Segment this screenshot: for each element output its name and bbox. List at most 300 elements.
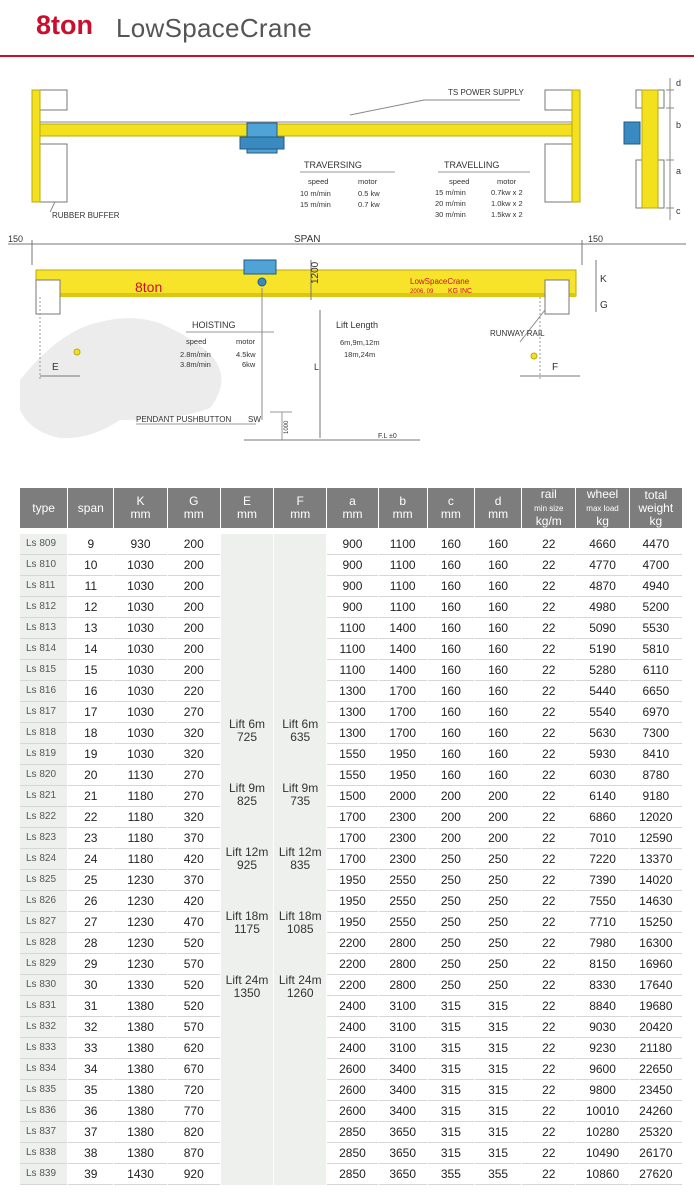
th-f: F mm (274, 488, 326, 534)
cell-g: 470 (168, 912, 220, 933)
cell-span: 37 (68, 1122, 113, 1143)
cell-wheel: 5190 (576, 639, 628, 660)
cell-span: 21 (68, 786, 113, 807)
cell-type: Ls 834 (20, 1059, 67, 1080)
cell-rail: 22 (522, 597, 575, 618)
cell-span: 13 (68, 618, 113, 639)
cell-d: 160 (475, 702, 521, 723)
cell-d: 250 (475, 912, 521, 933)
cell-d: 315 (475, 1122, 521, 1143)
cell-c: 250 (428, 870, 474, 891)
cell-type: Ls 832 (20, 1017, 67, 1038)
cell-rail: 22 (522, 723, 575, 744)
right-overhang-label: 150 (588, 234, 604, 244)
table-row (20, 1017, 682, 1038)
cell-k: 1030 (114, 555, 166, 576)
cell-g: 370 (168, 828, 220, 849)
cell-c: 160 (428, 702, 474, 723)
cell-total: 6110 (630, 660, 682, 681)
cell-c: 250 (428, 849, 474, 870)
cell-rail: 22 (522, 975, 575, 996)
cell-c: 200 (428, 786, 474, 807)
cell-c: 315 (428, 1122, 474, 1143)
cell-b: 3650 (379, 1164, 427, 1185)
f-lift-label: Lift 6m (282, 717, 319, 731)
cell-total: 14020 (630, 870, 682, 891)
th-b: b mm (379, 488, 427, 534)
cell-a: 2850 (327, 1143, 377, 1164)
cell-a: 1100 (327, 618, 377, 639)
cell-d: 250 (475, 933, 521, 954)
cell-b: 1950 (379, 744, 427, 765)
cell-b: 1700 (379, 702, 427, 723)
cell-total: 7300 (630, 723, 682, 744)
f-label: F (552, 362, 559, 373)
cell-k: 1430 (114, 1164, 166, 1185)
cell-wheel: 5440 (576, 681, 628, 702)
cell-k: 1230 (114, 912, 166, 933)
table-row (20, 744, 682, 765)
f-lift-value: 1260 (286, 986, 314, 1000)
cell-g: 320 (168, 744, 220, 765)
cell-b: 3650 (379, 1122, 427, 1143)
cell-c: 160 (428, 534, 474, 555)
cell-span: 36 (68, 1101, 113, 1122)
hoisting-motor-1: 4.5kw (236, 350, 256, 359)
cell-b: 1950 (379, 765, 427, 786)
cell-g: 670 (168, 1059, 220, 1080)
cell-k: 1030 (114, 576, 166, 597)
cell-g: 520 (168, 975, 220, 996)
cell-span: 26 (68, 891, 113, 912)
cell-wheel: 5930 (576, 744, 628, 765)
cell-c: 315 (428, 1038, 474, 1059)
page-header (0, 0, 694, 58)
f-lift-value: 635 (290, 730, 311, 744)
traversing-speed-1: 10 m/min (300, 189, 331, 198)
cell-span: 31 (68, 996, 113, 1017)
cell-wheel: 7710 (576, 912, 628, 933)
cell-rail: 22 (522, 1080, 575, 1101)
table-row (20, 849, 682, 870)
cell-d: 250 (475, 870, 521, 891)
cell-total: 14630 (630, 891, 682, 912)
cell-b: 1400 (379, 618, 427, 639)
th-k: K mm (114, 488, 166, 534)
cell-k: 1380 (114, 1143, 166, 1164)
cell-c: 160 (428, 681, 474, 702)
cell-span: 29 (68, 954, 113, 975)
cell-a: 2200 (327, 933, 377, 954)
cell-d: 160 (475, 639, 521, 660)
th-total: total weight kg (630, 488, 682, 534)
cell-g: 320 (168, 807, 220, 828)
cell-type: Ls 833 (20, 1038, 67, 1059)
cell-wheel: 8150 (576, 954, 628, 975)
cell-e-lift-values (221, 534, 273, 1185)
cell-total: 5810 (630, 639, 682, 660)
th-g: G mm (168, 488, 220, 534)
table-row (20, 954, 682, 975)
cell-rail: 22 (522, 870, 575, 891)
cell-type: Ls 819 (20, 744, 67, 765)
cell-g: 200 (168, 534, 220, 555)
cell-span: 28 (68, 933, 113, 954)
cell-a: 900 (327, 534, 377, 555)
traversing-title: TRAVERSING (304, 160, 362, 170)
cell-span: 30 (68, 975, 113, 996)
cell-type: Ls 810 (20, 555, 67, 576)
cell-wheel: 5280 (576, 660, 628, 681)
cell-total: 4470 (630, 534, 682, 555)
cell-k: 1380 (114, 1059, 166, 1080)
e-lift-entry (221, 846, 273, 910)
cell-span: 27 (68, 912, 113, 933)
left-overhang-label: 150 (8, 234, 24, 244)
side-view (624, 78, 674, 220)
cell-type: Ls 835 (20, 1080, 67, 1101)
cell-k: 1030 (114, 660, 166, 681)
f-lift-entry (274, 718, 326, 782)
cell-span: 33 (68, 1038, 113, 1059)
cell-type: Ls 815 (20, 660, 67, 681)
cell-g: 820 (168, 1122, 220, 1143)
cell-rail: 22 (522, 1122, 575, 1143)
e-lift-value: 1175 (234, 922, 260, 936)
cell-a: 2850 (327, 1122, 377, 1143)
cell-k: 1330 (114, 975, 166, 996)
cell-wheel: 8330 (576, 975, 628, 996)
height-1000-label: 1000 (284, 420, 290, 434)
table-row (20, 891, 682, 912)
cell-a: 1300 (327, 702, 377, 723)
e-lift-value: 825 (236, 794, 257, 808)
f-lift-entry (274, 974, 326, 1038)
cell-a: 1550 (327, 744, 377, 765)
cell-span: 34 (68, 1059, 113, 1080)
cell-b: 1100 (379, 576, 427, 597)
cell-a: 2200 (327, 975, 377, 996)
cell-wheel: 6030 (576, 765, 628, 786)
f-lift-label: Lift 24m (278, 973, 322, 987)
cell-g: 420 (168, 849, 220, 870)
cell-c: 160 (428, 618, 474, 639)
cell-wheel: 10280 (576, 1122, 628, 1143)
cell-g: 320 (168, 723, 220, 744)
cell-g: 920 (168, 1164, 220, 1185)
cell-b: 3650 (379, 1143, 427, 1164)
cell-total: 16300 (630, 933, 682, 954)
cell-total: 21180 (630, 1038, 682, 1059)
th-wheel: wheel max load kg (576, 488, 628, 534)
cell-c: 315 (428, 996, 474, 1017)
cell-c: 200 (428, 807, 474, 828)
cell-c: 315 (428, 1059, 474, 1080)
spec-table-body (20, 534, 682, 1185)
height-1200-label: 1200 (310, 261, 321, 284)
cell-wheel: 4980 (576, 597, 628, 618)
cell-total: 24260 (630, 1101, 682, 1122)
travelling-motor-3: 1.5kw x 2 (491, 210, 523, 219)
cell-g: 770 (168, 1101, 220, 1122)
cell-total: 9180 (630, 786, 682, 807)
header-divider (0, 55, 694, 57)
cell-total: 12020 (630, 807, 682, 828)
beam-ton-label: 8ton (135, 279, 163, 295)
cell-a: 1300 (327, 681, 377, 702)
travelling-motor-header: motor (497, 177, 517, 186)
side-label-c: c (676, 206, 681, 216)
table-row (20, 996, 682, 1017)
cell-a: 1700 (327, 849, 377, 870)
cell-type: Ls 811 (20, 576, 67, 597)
cell-b: 2000 (379, 786, 427, 807)
cell-a: 2600 (327, 1080, 377, 1101)
cell-c: 355 (428, 1164, 474, 1185)
cell-a: 1100 (327, 639, 377, 660)
e-lift-label: Lift 24m (225, 973, 269, 987)
cell-a: 2850 (327, 1164, 377, 1185)
cell-wheel: 9800 (576, 1080, 628, 1101)
cell-rail: 22 (522, 891, 575, 912)
cell-d: 160 (475, 576, 521, 597)
f-lift-entry (274, 782, 326, 846)
cell-d: 160 (475, 597, 521, 618)
cell-a: 900 (327, 576, 377, 597)
cell-type: Ls 820 (20, 765, 67, 786)
cell-rail: 22 (522, 954, 575, 975)
cell-c: 315 (428, 1080, 474, 1101)
cell-rail: 22 (522, 933, 575, 954)
cell-a: 1950 (327, 912, 377, 933)
cell-g: 620 (168, 1038, 220, 1059)
cell-k: 1380 (114, 1017, 166, 1038)
cell-span: 12 (68, 597, 113, 618)
cell-a: 1950 (327, 891, 377, 912)
cell-a: 900 (327, 555, 377, 576)
cell-total: 12590 (630, 828, 682, 849)
cell-a: 1100 (327, 660, 377, 681)
cell-a: 2400 (327, 1038, 377, 1059)
e-lift-entry (221, 910, 273, 974)
travelling-speed-header: speed (449, 177, 470, 186)
table-row (20, 975, 682, 996)
cell-f-lift-values (274, 534, 326, 1185)
cell-type: Ls 838 (20, 1143, 67, 1164)
cell-total: 8780 (630, 765, 682, 786)
cell-k: 1030 (114, 618, 166, 639)
crane-diagram (0, 60, 694, 480)
cell-k: 1380 (114, 1122, 166, 1143)
traversing-motor-1: 0.5 kw (358, 189, 380, 198)
cell-b: 2550 (379, 912, 427, 933)
e-lift-label: Lift 9m (228, 781, 265, 795)
lift-length-line2: 18m,24m (344, 350, 376, 359)
e-lift-entry (221, 718, 273, 782)
cell-b: 1400 (379, 639, 427, 660)
cell-k: 1030 (114, 597, 166, 618)
cell-rail: 22 (522, 639, 575, 660)
cell-d: 315 (475, 996, 521, 1017)
cell-d: 250 (475, 954, 521, 975)
beam-brand-line3: KG INC (448, 288, 473, 295)
cell-type: Ls 829 (20, 954, 67, 975)
cell-rail: 22 (522, 702, 575, 723)
cell-c: 250 (428, 891, 474, 912)
e-lift-value: 925 (236, 858, 257, 872)
cell-type: Ls 827 (20, 912, 67, 933)
cell-b: 2800 (379, 975, 427, 996)
e-lift-entry (221, 974, 273, 1038)
e-lift-label: Lift 6m (228, 717, 265, 731)
cell-g: 200 (168, 555, 220, 576)
cell-g: 370 (168, 870, 220, 891)
cell-b: 3400 (379, 1101, 427, 1122)
hoisting-motor-2: 6kw (242, 360, 256, 369)
cell-c: 160 (428, 765, 474, 786)
cell-span: 23 (68, 828, 113, 849)
cell-b: 1100 (379, 597, 427, 618)
cell-wheel: 4870 (576, 576, 628, 597)
cell-rail: 22 (522, 660, 575, 681)
cell-b: 2800 (379, 954, 427, 975)
cell-total: 22650 (630, 1059, 682, 1080)
cell-k: 1180 (114, 828, 166, 849)
cell-a: 1550 (327, 765, 377, 786)
cell-rail: 22 (522, 996, 575, 1017)
table-row (20, 534, 682, 555)
tonnage-title: 8ton (36, 10, 93, 40)
th-span: span (68, 488, 113, 534)
cell-b: 1100 (379, 555, 427, 576)
cell-type: Ls 836 (20, 1101, 67, 1122)
f-lift-label: Lift 18m (278, 909, 322, 923)
cell-d: 200 (475, 828, 521, 849)
cell-span: 16 (68, 681, 113, 702)
cell-rail: 22 (522, 828, 575, 849)
cell-wheel: 9230 (576, 1038, 628, 1059)
cell-rail: 22 (522, 807, 575, 828)
cell-b: 3400 (379, 1059, 427, 1080)
cell-wheel: 5540 (576, 702, 628, 723)
cell-b: 2300 (379, 807, 427, 828)
cell-g: 220 (168, 681, 220, 702)
cell-a: 2600 (327, 1101, 377, 1122)
beam-brand-line2: 2006. 09 (410, 289, 434, 295)
e-label: E (52, 362, 59, 373)
traversing-speed-header: speed (308, 177, 329, 186)
cell-b: 1700 (379, 681, 427, 702)
table-row (20, 639, 682, 660)
cell-span: 11 (68, 576, 113, 597)
cell-d: 315 (475, 1059, 521, 1080)
pendant-pushbutton-label: PENDANT PUSHBUTTON (136, 415, 232, 424)
cell-c: 200 (428, 828, 474, 849)
cell-c: 160 (428, 639, 474, 660)
cell-total: 15250 (630, 912, 682, 933)
cell-k: 930 (114, 534, 166, 555)
cell-total: 23450 (630, 1080, 682, 1101)
cell-b: 3100 (379, 996, 427, 1017)
cell-total: 26170 (630, 1143, 682, 1164)
cell-wheel: 10860 (576, 1164, 628, 1185)
table-row (20, 681, 682, 702)
cell-type: Ls 812 (20, 597, 67, 618)
cell-type: Ls 809 (20, 534, 67, 555)
cell-total: 16960 (630, 954, 682, 975)
e-lift-value: 1350 (233, 986, 261, 1000)
cell-rail: 22 (522, 555, 575, 576)
cell-wheel: 5090 (576, 618, 628, 639)
cell-wheel: 7980 (576, 933, 628, 954)
cell-b: 1400 (379, 660, 427, 681)
cell-span: 14 (68, 639, 113, 660)
travelling-motor-1: 0.7kw x 2 (491, 188, 523, 197)
cell-total: 5200 (630, 597, 682, 618)
cell-b: 2800 (379, 933, 427, 954)
cell-span: 19 (68, 744, 113, 765)
table-row (20, 618, 682, 639)
cell-d: 315 (475, 1143, 521, 1164)
f-lift-value: 835 (290, 858, 311, 872)
cell-c: 315 (428, 1101, 474, 1122)
cell-k: 1380 (114, 1080, 166, 1101)
travelling-title: TRAVELLING (444, 160, 500, 170)
cell-k: 1230 (114, 870, 166, 891)
cell-k: 1030 (114, 639, 166, 660)
cell-total: 25320 (630, 1122, 682, 1143)
cell-g: 200 (168, 597, 220, 618)
cell-type: Ls 837 (20, 1122, 67, 1143)
cell-wheel: 7220 (576, 849, 628, 870)
cell-d: 160 (475, 681, 521, 702)
cell-k: 1030 (114, 702, 166, 723)
span-dimension (8, 240, 686, 265)
cell-rail: 22 (522, 1059, 575, 1080)
sw-label: SW (248, 415, 261, 424)
cell-type: Ls 817 (20, 702, 67, 723)
cell-type: Ls 814 (20, 639, 67, 660)
cell-g: 270 (168, 786, 220, 807)
cell-a: 1500 (327, 786, 377, 807)
th-type: type (20, 488, 67, 534)
cell-k: 1180 (114, 786, 166, 807)
th-c: c mm (428, 488, 474, 534)
table-row (20, 828, 682, 849)
hoisting-speed-2: 3.8m/min (180, 360, 211, 369)
cell-wheel: 5630 (576, 723, 628, 744)
cell-span: 24 (68, 849, 113, 870)
cell-d: 355 (475, 1164, 521, 1185)
cell-d: 160 (475, 723, 521, 744)
cell-total: 6650 (630, 681, 682, 702)
table-row (20, 912, 682, 933)
cell-g: 720 (168, 1080, 220, 1101)
cell-span: 18 (68, 723, 113, 744)
floor-level-label: F.L ±0 (378, 433, 397, 440)
f-lift-entry (274, 846, 326, 910)
cell-k: 1180 (114, 807, 166, 828)
cell-g: 200 (168, 618, 220, 639)
f-lift-label: Lift 9m (282, 781, 319, 795)
cell-c: 160 (428, 723, 474, 744)
cell-type: Ls 813 (20, 618, 67, 639)
table-row (20, 1101, 682, 1122)
cell-type: Ls 821 (20, 786, 67, 807)
cell-d: 315 (475, 1017, 521, 1038)
lift-length-spec (262, 288, 320, 438)
cell-span: 39 (68, 1164, 113, 1185)
